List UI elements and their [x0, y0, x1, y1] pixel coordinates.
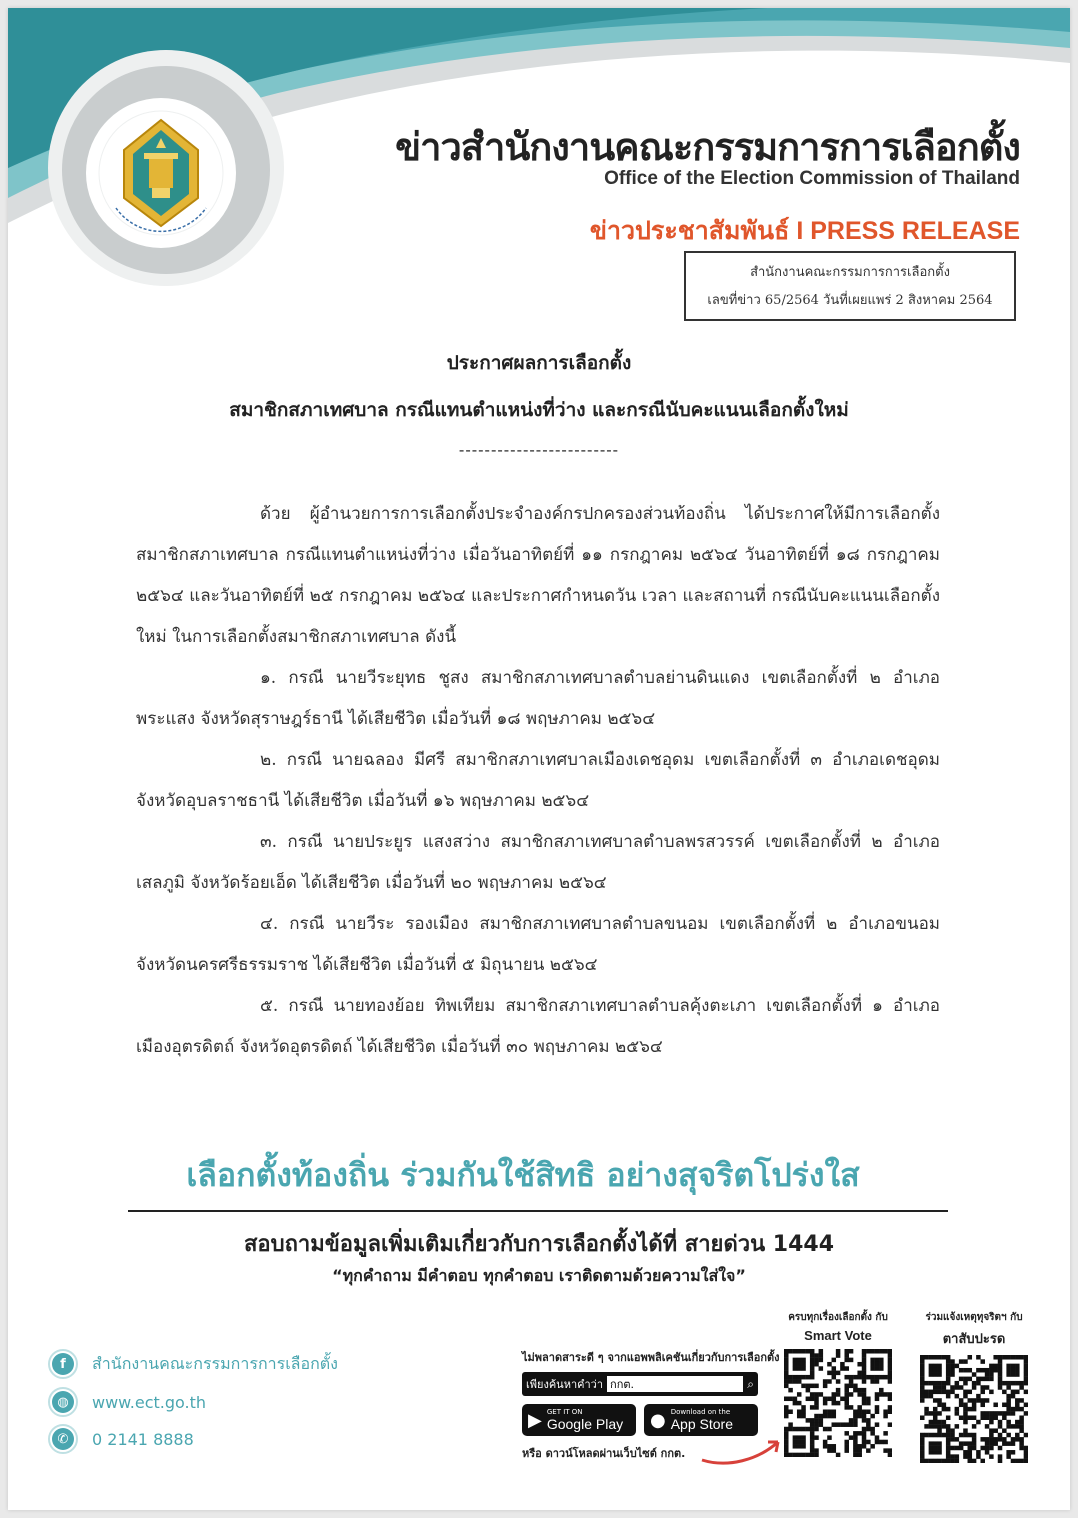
website-label: www.ect.go.th: [92, 1392, 207, 1412]
social-phone[interactable]: [48, 1422, 194, 1456]
google-play-small: GET IT ON: [546, 1408, 583, 1416]
google-play-label: Google Play: [546, 1416, 624, 1432]
social-website[interactable]: [48, 1385, 206, 1419]
facebook-icon: f: [48, 1349, 78, 1379]
search-input[interactable]: [607, 1376, 743, 1392]
intro-paragraph: ด้วย ผู้อำนวยการการเลือกตั้งประจำองค์กรปกครองส่วนท้องถิ่น ได้ประกาศให้มีการเลือกตั้งสมาชิกสภาเทศบาล กรณีแทนตำแหน่งที่ว่าง เมื่อวันอาทิตย์ที่ ๑๑ กรกฎาคม ๒๕๖๔ วันอาทิตย์ที่ ๑๘ กรกฎาคม ๒๕๖๔ และวันอาทิตย์ที่ ๒๕ กรกฎาคม ๒๕๖๔ และประกาศกำหนดวัน เวลา และสถานที่ กรณีนับคะแนนเลือกตั้งใหม่ ในการเลือกตั้งสมาชิกสภาเทศบาล ดังนี้: [136, 504, 940, 647]
qr-code-icon: [784, 1349, 892, 1457]
social-facebook[interactable]: [48, 1347, 338, 1381]
ect-emblem-icon: [86, 98, 236, 248]
reference-agency: สำนักงานคณะกรรมการการเลือกตั้ง: [750, 265, 950, 280]
smart-vote-caption: ครบทุกเรื่องเลือกตั้ง กับ: [788, 1312, 888, 1323]
campaign-slogan: เลือกตั้งท้องถิ่น ร่วมกันใช้สิทธิ อย่างสุจริตโปร่งใส: [186, 1156, 860, 1194]
press-label-separator: I: [796, 217, 804, 245]
hotline-text: สอบถามข้อมูลเพิ่มเติมเกี่ยวกับการเลือกตั้งได้ที่ สายด่วน 1444: [243, 1232, 835, 1257]
play-icon: ▶: [528, 1409, 542, 1431]
website-download-note: หรือ ดาวน์โหลดผ่านเว็บไซต์ กกต.: [522, 1447, 686, 1460]
tasapparod-qr[interactable]: [914, 1310, 1034, 1467]
tasapparod-name: ตาสับปะรด: [942, 1331, 1006, 1346]
press-release-page: [8, 8, 1070, 1510]
qr-code-icon: [920, 1355, 1028, 1463]
app-store-label: App Store: [670, 1416, 733, 1432]
phone-label: 0 2141 8888: [92, 1429, 194, 1449]
case-item-5: ๕. กรณี นายทองย้อย ทิพเทียม สมาชิกสภาเทศบาลตำบลคุ้งตะเภา เขตเลือกตั้งที่ ๑ อำเภอเมืองอุตรดิตถ์ จังหวัดอุตรดิตถ์ ได้เสียชีวิต เมื่อวันที่ ๓๐ พฤษภาคม ๒๕๖๔: [136, 996, 940, 1057]
case-item-2: ๒. กรณี นายฉลอง มีศรี สมาชิกสภาเทศบาลเมืองเดชอุดม เขตเลือกตั้งที่ ๓ อำเภอเดชอุดม จังหวัดอุบลราชธานี ได้เสียชีวิต เมื่อวันที่ ๑๖ พฤษภาคม ๒๕๖๔: [136, 750, 940, 811]
title-divider: -------------------------: [458, 440, 620, 459]
smart-vote-qr[interactable]: [778, 1310, 898, 1461]
arrow-icon: [698, 1428, 788, 1468]
phone-icon: ✆: [48, 1424, 78, 1454]
search-label: เพียงค้นหาคำว่า: [526, 1378, 604, 1391]
press-label-thai: ข่าวประชาสัมพันธ์: [589, 217, 790, 245]
press-release-label: [590, 211, 1020, 251]
document-subtitle: สมาชิกสภาเทศบาล กรณีแทนตำแหน่งที่ว่าง และกรณีนับคะแนนเลือกตั้งใหม่: [229, 399, 849, 421]
case-item-4: ๔. กรณี นายวีระ รองเมือง สมาชิกสภาเทศบาลตำบลขนอม เขตเลือกตั้งที่ ๒ อำเภอขนอม จังหวัดนครศรีธรรมราช ได้เสียชีวิต เมื่อวันที่ ๕ มิถุนายน ๒๕๖๔: [136, 914, 940, 975]
reference-number-date: เลขที่ข่าว 65/2564 วันที่เผยแพร่ 2 สิงหาคม 2564: [707, 293, 993, 308]
app-search-bar: [522, 1372, 758, 1396]
app-store-small: Download on the: [670, 1408, 731, 1416]
app-promo-title: ไม่พลาดสาระดี ๆ จากแอพพลิเคชันเกี่ยวกับการเลือกตั้ง: [522, 1351, 780, 1364]
apple-icon: ●: [650, 1409, 666, 1431]
case-item-3: ๓. กรณี นายประยูร แสงสว่าง สมาชิกสภาเทศบาลตำบลพรสวรรค์ เขตเลือกตั้งที่ ๒ อำเภอเสลภูมิ จังหวัดร้อยเอ็ด ได้เสียชีวิต เมื่อวันที่ ๒๐ พฤษภาคม ๒๕๖๔: [136, 832, 940, 893]
ect-logo: [86, 98, 236, 248]
document-title: ประกาศผลการเลือกตั้ง: [446, 352, 632, 374]
facebook-label: สำนักงานคณะกรรมการการเลือกตั้ง: [92, 1353, 338, 1373]
reference-box: [684, 251, 1016, 321]
smart-vote-name: Smart Vote: [804, 1328, 872, 1343]
agency-title-thai: ข่าวสำนักงานคณะกรรมการการเลือกตั้ง: [395, 125, 1020, 169]
agency-title-english: Office of the Election Commission of Thailand: [604, 168, 1020, 189]
tasapparod-caption: ร่วมแจ้งเหตุทุจริตฯ กับ: [925, 1312, 1023, 1323]
document-body: [136, 494, 940, 1068]
press-label-english: PRESS RELEASE: [810, 217, 1020, 245]
hotline-quote: “ทุกคำถาม มีคำตอบ ทุกคำตอบ เราติดตามด้วยความใส่ใจ”: [332, 1266, 746, 1285]
case-item-1: ๑. กรณี นายวีระยุทธ ชูสง สมาชิกสภาเทศบาลตำบลย่านดินแดง เขตเลือกตั้งที่ ๒ อำเภอพระแสง จังหวัดสุราษฎร์ธานี ได้เสียชีวิต เมื่อวันที่ ๑๘ พฤษภาคม ๒๕๖๔: [136, 668, 940, 729]
globe-icon: ◍: [48, 1387, 78, 1417]
google-play-button[interactable]: [522, 1404, 636, 1436]
search-icon: ⌕: [747, 1376, 754, 1391]
footer-rule: [128, 1210, 948, 1212]
